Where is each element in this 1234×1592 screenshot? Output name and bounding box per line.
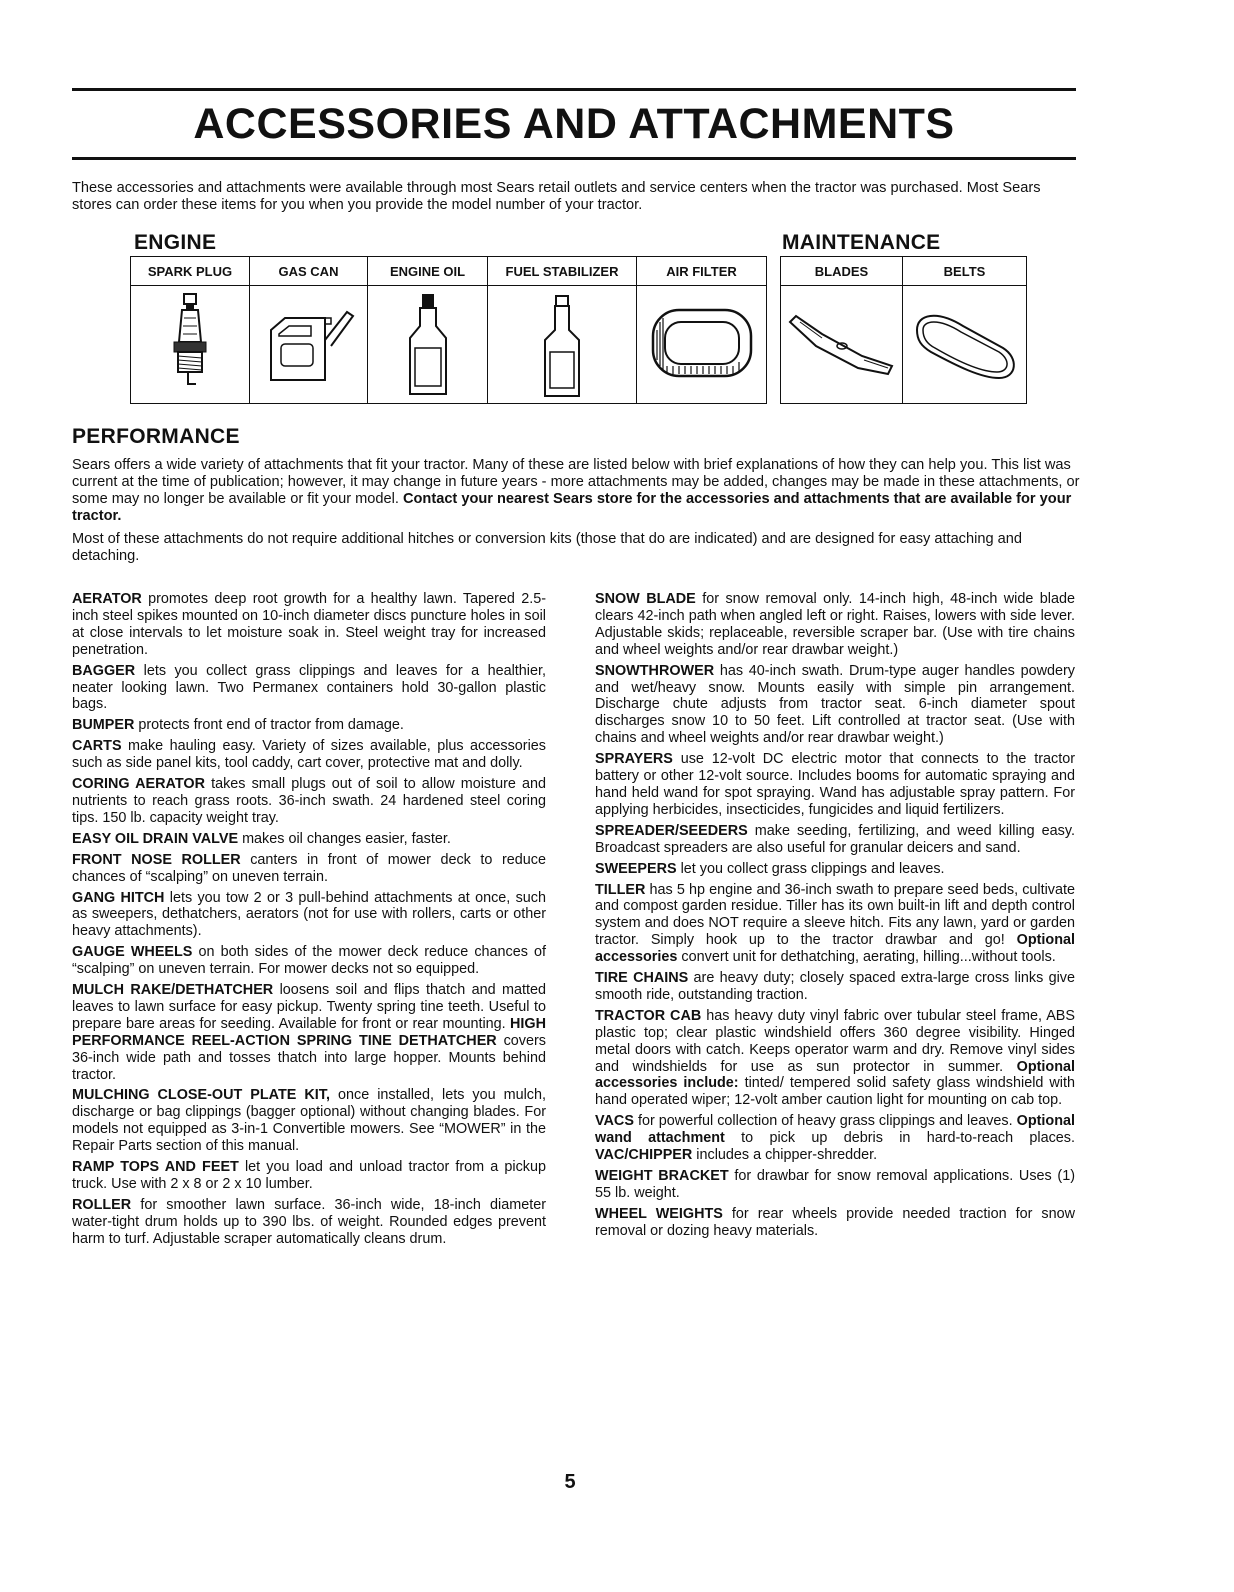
attachment-gang-hitch (72, 890, 546, 941)
attachment-term: TRACTOR CAB (595, 1007, 702, 1024)
attachment-term: SPRAYERS (595, 751, 673, 768)
attachment-term: SNOW BLADE (595, 591, 696, 607)
attachment-term-secondary: Optional wand attachment (595, 1113, 1076, 1147)
attachment-term: GAUGE WHEELS (72, 944, 193, 961)
attachment-ramp-tops-and-feet (72, 1159, 546, 1193)
attachment-term-tertiary: VAC/CHIPPER (595, 1147, 693, 1164)
attachment-weight-bracket (595, 1168, 1075, 1202)
performance-description (72, 457, 1080, 571)
attachment-snowthrower (595, 663, 1075, 748)
attachment-description: makes oil changes easier, faster. (242, 830, 451, 847)
attachment-term: EASY OIL DRAIN VALVE (72, 830, 239, 847)
attachment-sprayers (595, 751, 1075, 819)
attachment-description: has 5 hp engine and 36-inch swath to prepare seed beds, cultivate and compost garden residue. Tiller has its own built-in lift and depth control system and does NOT require a sleeve hitch. Fits any lawn, yard or garden tractor. Simply hook up to the tractor drawbar and go! (595, 881, 1076, 949)
attachment-term: MULCHING CLOSE-OUT PLATE KIT, (72, 1087, 330, 1104)
attachment-term: FRONT NOSE ROLLER (72, 851, 241, 868)
attachment-description: make hauling easy. Variety of sizes available, plus accessories such as side panel kits, tool caddy, cart cover, protective mat and dolly. (72, 738, 546, 772)
attachment-description: takes small plugs out of soil to allow moisture and nutrients to reach grass roots. 36-inch swath. 24 hardened steel coring tips. 150 lb. capacity weight tray. (72, 776, 546, 826)
attachment-description: for rear wheels provide needed traction for snow removal or dozing heavy materials. (595, 1205, 1076, 1239)
attachment-term: BAGGER (72, 662, 136, 679)
attachment-description: canters in front of mower deck to reduce chances of “scalping” on uneven terrain. (72, 851, 547, 885)
attachment-tiller (595, 882, 1075, 967)
attachment-term-secondary: HIGH PERFORMANCE REEL-ACTION SPRING TINE DETHATCHER (72, 1015, 546, 1049)
spark-plug-cell (131, 286, 250, 404)
attachment-description: promotes deep root growth for a healthy lawn. Tapered 2.5-inch steel spikes mounted on 10-inch diameter discs puncture holes in soil at close intervals to let moisture soak in. Steel weight tray for increased penetration. (72, 591, 547, 658)
attachment-description: loosens soil and flips thatch and matted leaves to lawn surface for easy pickup. Twenty spring tine teeth. Useful to prepare bare areas for seeding. Available for front or rear mounting. (72, 982, 547, 1032)
blades-label: BLADES (781, 257, 903, 286)
air-filter-cell (637, 286, 767, 404)
attachment-term: TIRE CHAINS (595, 970, 689, 987)
attachment-term-secondary: Optional accessories include: (595, 1058, 1076, 1092)
attachment-term: RAMP TOPS AND FEET (72, 1159, 239, 1176)
performance-para1-bold: Contact your nearest Sears store for the accessories and attachments that are available for your tractor. (72, 491, 1072, 524)
engine-oil-label: ENGINE OIL (368, 257, 488, 286)
page-title: ACCESSORIES AND ATTACHMENTS (193, 100, 955, 148)
attachment-carts (72, 738, 546, 772)
attachment-description: on both sides of the mower deck reduce chances of “scalping” on uneven terrain. For mower decks not so equipped. (72, 944, 546, 978)
fuel-stabilizer-label: FUEL STABILIZER (488, 257, 637, 286)
air-filter-label: AIR FILTER (637, 257, 767, 286)
attachment-wheel-weights (595, 1206, 1075, 1240)
attachment-description-secondary: tinted/ tempered solid safety glass windshield with hand operated wiper; 12-volt amber caution light for mounting on cab top. (595, 1075, 1076, 1109)
attachment-term: MULCH RAKE/DETHATCHER (72, 982, 274, 999)
spark-plug-icon (160, 290, 220, 400)
attachment-term: GANG HITCH (72, 889, 165, 906)
attachment-term: SWEEPERS (595, 860, 677, 877)
attachment-snow-blade (595, 591, 1075, 659)
engine-oil-bottle-icon (398, 290, 458, 400)
attachment-front-nose-roller (72, 852, 546, 886)
fuel-stabilizer-bottle-icon (532, 290, 592, 400)
engine-accessories-table (130, 256, 767, 404)
maintenance-accessories-table (780, 256, 1027, 404)
attachment-description: has 40-inch swath. Drum-type auger handles powdery and wet/heavy snow. Mounts easily with simple pin arrangement. Discharge chute adjusts from tractor seat. 6-inch diameter spout discharges snow 10 to 50 feet. Lift controlled at tractor seat. (Use with chains and wheel weights and/or rear drawbar weight.) (595, 662, 1075, 747)
gas-can-icon (259, 300, 359, 390)
attachment-aerator (72, 591, 546, 659)
attachment-description: for snow removal only. 14-inch high, 48-inch wide blade clears 42-inch path when angled left or right. Raises, lowers with side lever. Adjustable skids; replaceable, reversible scraper bar. (Use with tire chains and wheel weights and/or rear drawbar weight.) (595, 591, 1075, 658)
attachment-description-tertiary: includes a chipper-shredder. (696, 1147, 878, 1164)
attachment-spreader-seeders (595, 823, 1075, 857)
performance-heading: PERFORMANCE (72, 425, 240, 448)
attachment-tractor-cab (595, 1008, 1075, 1109)
attachment-tire-chains (595, 970, 1075, 1004)
attachment-description: protects front end of tractor from damage. (138, 717, 404, 734)
attachment-vacs (595, 1113, 1075, 1164)
attachment-term: SPREADER/SEEDERS (595, 822, 748, 839)
attachment-mulch-rake-dethatcher (72, 982, 546, 1083)
attachment-description: are heavy duty; closely spaced extra-large cross links give smooth ride, outstanding traction. (595, 970, 1075, 1003)
blades-cell (781, 286, 903, 404)
attachment-term: CARTS (72, 738, 122, 755)
air-filter-icon (647, 300, 757, 390)
spark-plug-label: SPARK PLUG (131, 257, 250, 286)
attachment-description: lets you tow 2 or 3 pull-behind attachments at once, such as sweepers, dethatchers, aerators (not for use with rollers, carts or other heavy attachments). (72, 889, 546, 940)
attachment-term: ROLLER (72, 1196, 132, 1213)
attachment-gauge-wheels (72, 944, 546, 978)
attachment-description: has heavy duty vinyl fabric over tubular steel frame, ABS plastic top; clear plastic windshield offers 360 degree visibility. Hinged metal doors with catch. Keeps operator warm and dry. Remove vinyl sides and windshields for use as sun protector in summer. (595, 1007, 1075, 1075)
attachment-term: WHEEL WEIGHTS (595, 1205, 723, 1222)
attachment-roller (72, 1197, 546, 1248)
fuel-stabilizer-cell (488, 286, 637, 404)
attachment-term: TILLER (595, 881, 646, 898)
performance-paragraph-1 (72, 457, 1080, 525)
attachment-description-secondary: covers 36-inch wide path and tosses thatch into large hopper. Mounts behind tractor. (72, 1032, 546, 1083)
attachment-term: AERATOR (72, 591, 142, 607)
mower-blade-icon (786, 300, 898, 390)
gas-can-label: GAS CAN (250, 257, 368, 286)
attachment-sweepers (595, 861, 1075, 878)
right-attachments-column (595, 591, 1075, 1244)
attachment-term: SNOWTHROWER (595, 662, 715, 679)
gas-can-cell (250, 286, 368, 404)
belts-label: BELTS (903, 257, 1027, 286)
attachment-coring-aerator (72, 776, 546, 827)
attachment-term: VACS (595, 1113, 634, 1130)
attachment-mulching-close-out-plate-kit (72, 1087, 546, 1155)
performance-para1-text: Sears offers a wide variety of attachments that fit your tractor. Many of these are listed below with brief explanations of how they can help you. This list was current at the time of publication; however, it may change in future years - more attachments may be added, changes may be made in these attachments, or some may no longer be available or fit your model. (72, 457, 1080, 507)
attachment-term-secondary: Optional accessories (595, 932, 1076, 966)
top-rule (72, 88, 1076, 91)
attachment-term: WEIGHT BRACKET (595, 1168, 729, 1184)
drive-belt-icon (907, 300, 1023, 390)
page-number: 5 (564, 1471, 576, 1493)
left-attachments-column (72, 591, 546, 1252)
attachment-description-secondary: to pick up debris in hard-to-reach places. (741, 1130, 1076, 1147)
performance-paragraph-2: Most of these attachments do not require additional hitches or conversion kits (those that do are indicated) and are designed for easy attaching and detaching. (72, 531, 1022, 564)
attachment-description: let you collect grass clippings and leaves. (680, 860, 945, 877)
title-underline-rule (72, 157, 1076, 160)
engine-oil-cell (368, 286, 488, 404)
attachment-term: CORING AERATOR (72, 776, 205, 793)
belts-cell (903, 286, 1027, 404)
attachment-description: make seeding, fertilizing, and weed killing easy. Broadcast spreaders are also useful for granular deicers and sand. (595, 822, 1075, 856)
attachment-description: lets you collect grass clippings and leaves for a healthier, neater looking lawn. Two Permanex containers hold 30-gallon plastic bags. (72, 662, 546, 713)
engine-heading: ENGINE (134, 231, 217, 254)
attachment-description: for drawbar for snow removal applications. Uses (1) 55 lb. weight. (595, 1168, 1076, 1201)
attachment-description: once installed, lets you mulch, discharge or bag clippings (bagger optional) without changing blades. For models not equipped as 3-in-1 Convertible mowers. See “MOWER” in the Repair Parts section of this manual. (72, 1087, 546, 1155)
attachment-term: BUMPER (72, 717, 135, 734)
attachment-easy-oil-drain-valve (72, 831, 546, 848)
attachment-description: use 12-volt DC electric motor that connects to the tractor battery or other 12-volt source. Includes booms for automatic spraying and hand held wand for spot spraying. Wand has adjustable spray pattern. For applying herbicides, insecticides, fungicides and liquid fertilizers. (595, 751, 1076, 818)
attachment-description: let you load and unload tractor from a pickup truck. Use with 2 x 8 or 2 x 10 lumber. (72, 1159, 547, 1192)
attachment-bagger (72, 663, 546, 714)
attachment-description: for smoother lawn surface. 36-inch wide, 18-inch diameter water-tight drum holds up to 390 lbs. of weight. Rounded edges prevent harm to turf. Adjustable scraper automatically cleans drum. (72, 1196, 546, 1247)
attachment-bumper (72, 717, 546, 734)
attachment-description-secondary: convert unit for dethatching, aerating, hilling...without tools. (681, 949, 1056, 966)
maintenance-heading: MAINTENANCE (782, 231, 941, 254)
intro-paragraph: These accessories and attachments were available through most Sears retail outlets and service centers when the tractor was purchased. Most Sears stores can order these items for you when you provide the model number of your tractor. (72, 180, 1041, 213)
attachment-description: for powerful collection of heavy grass clippings and leaves. (637, 1113, 1013, 1130)
